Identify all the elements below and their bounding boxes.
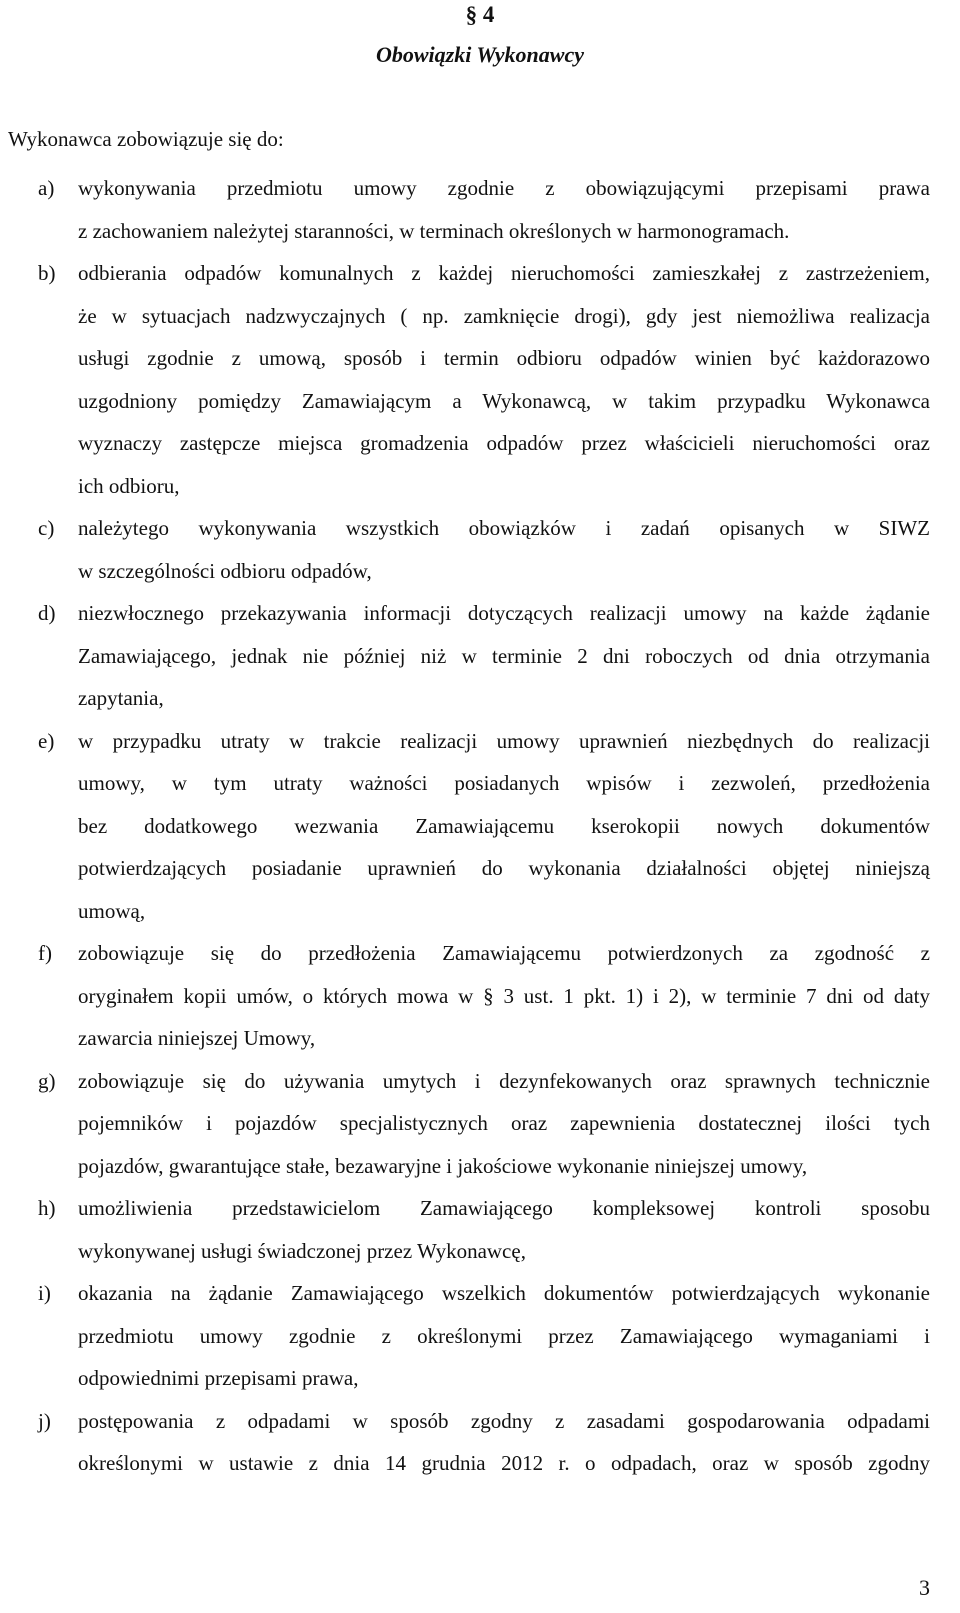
text-line: należytego wykonywania wszystkich obowiązków i zadań opisanych w SIWZ — [78, 516, 930, 540]
text-line: potwierdzających posiadanie uprawnień do wykonania działalności objętej niniejszą — [78, 856, 930, 880]
text-line: wykonywania przedmiotu umowy zgodnie z obowiązującymi przepisami prawa — [78, 176, 930, 200]
text-line: wyznaczy zastępcze miejsca gromadzenia odpadów przez właścicieli nieruchomości oraz — [78, 431, 930, 455]
list-item-marker: a) — [38, 176, 55, 200]
text-line: określonymi w ustawie z dnia 14 grudnia 2012 r. o odpadach, oraz w sposób zgodny — [78, 1451, 930, 1475]
text-line: ich odbioru, — [78, 473, 180, 498]
list-item — [0, 1272, 960, 1400]
section-title: Obowiązki Wykonawcy — [375, 42, 584, 67]
text-line: postępowania z odpadami w sposób zgodny z zasadami gospodarowania odpadami — [78, 1408, 930, 1433]
text-line: niezwłocznego przekazywania informacji dotyczących realizacji umowy na każde żądanie — [78, 601, 930, 625]
text-line: zobowiązuje się do używania umytych i dezynfekowanych oraz sprawnych technicznie — [78, 1068, 930, 1093]
text-line: zawarcia niniejszej Umowy, — [78, 1026, 316, 1050]
list-item-marker: b) — [38, 261, 56, 285]
text-line: umową, — [78, 898, 146, 923]
text-line: że w sytuacjach nadzwyczajnych ( np. zamknięcie drogi), gdy jest niemożliwa realizacja — [78, 303, 930, 328]
text-line: umożliwienia przedstawicielom Zamawiającego kompleksowej kontroli sposobu — [78, 1196, 930, 1220]
text-line: Zamawiającego, jednak nie później niż w terminie 2 dni roboczych od dnia otrzymania — [78, 643, 930, 668]
text-line: okazania na żądanie Zamawiającego wszelkich dokumentów potwierdzających wykonanie — [78, 1281, 930, 1305]
list-item-marker: h) — [38, 1196, 56, 1220]
list-item — [0, 1187, 960, 1272]
text-line: wykonywanej usługi świadczonej przez Wykonawcę, — [78, 1238, 526, 1263]
text-line: zobowiązuje się do przedłożenia Zamawiającemu potwierdzonych za zgodność z — [78, 941, 930, 965]
list-item — [0, 720, 960, 933]
list-item-marker: d) — [38, 601, 56, 625]
text-line: przedmiotu umowy zgodnie z określonymi przez Zamawiającego wymaganiami i — [78, 1323, 930, 1348]
text-line: bez dodatkowego wezwania Zamawiającemu kserokopii nowych dokumentów — [78, 813, 930, 838]
list-item — [0, 1400, 960, 1485]
page-number: 3 — [919, 1575, 930, 1600]
list-item-marker: f) — [38, 941, 52, 965]
text-line: odbierania odpadów komunalnych z każdej nieruchomości zamieszkałej z zastrzeżeniem, — [78, 261, 930, 285]
text-line: z zachowaniem należytej staranności, w terminach określonych w harmonogramach. — [78, 218, 790, 243]
list-item — [0, 167, 960, 252]
section-number: § 4 — [465, 2, 495, 27]
list-item — [0, 1060, 960, 1188]
list-item — [0, 932, 960, 1060]
text-line: w przypadku utraty w trakcie realizacji umowy uprawnień niezbędnych do realizacji — [78, 728, 930, 753]
text-line: w szczególności odbioru odpadów, — [78, 558, 372, 583]
list-item-marker: i) — [38, 1281, 51, 1305]
text-line: odpowiednimi przepisami prawa, — [78, 1366, 359, 1390]
list-item — [0, 507, 960, 592]
text-line: usługi zgodnie z umową, sposób i termin odbioru odpadów winien być każdorazowo — [78, 346, 930, 370]
list-item — [0, 252, 960, 507]
text-line: pojemników i pojazdów specjalistycznych oraz zapewnienia dostatecznej ilości tych — [78, 1111, 930, 1135]
text-line: pojazdów, gwarantujące stałe, bezawaryjne i jakościowe wykonanie niniejszej umowy, — [78, 1153, 808, 1178]
text-line: zapytania, — [78, 686, 164, 710]
list-item-marker: c) — [38, 516, 55, 540]
list-item-marker: j) — [38, 1408, 51, 1433]
intro-paragraph: Wykonawca zobowiązuje się do: — [8, 127, 284, 151]
list-item-marker: e) — [38, 728, 55, 753]
text-line: umowy, w tym utraty ważności posiadanych wpisów i zezwoleń, przedłożenia — [78, 771, 930, 795]
list-item — [0, 592, 960, 720]
text-line: uzgodniony pomiędzy Zamawiającym a Wykonawcą, w takim przypadku Wykonawca — [78, 388, 930, 413]
obligations-list — [0, 167, 960, 1485]
text-line: oryginałem kopii umów, o których mowa w § 3 ust. 1 pkt. 1) i 2), w terminie 7 dni od daty — [78, 983, 930, 1008]
list-item-marker: g) — [38, 1068, 56, 1093]
